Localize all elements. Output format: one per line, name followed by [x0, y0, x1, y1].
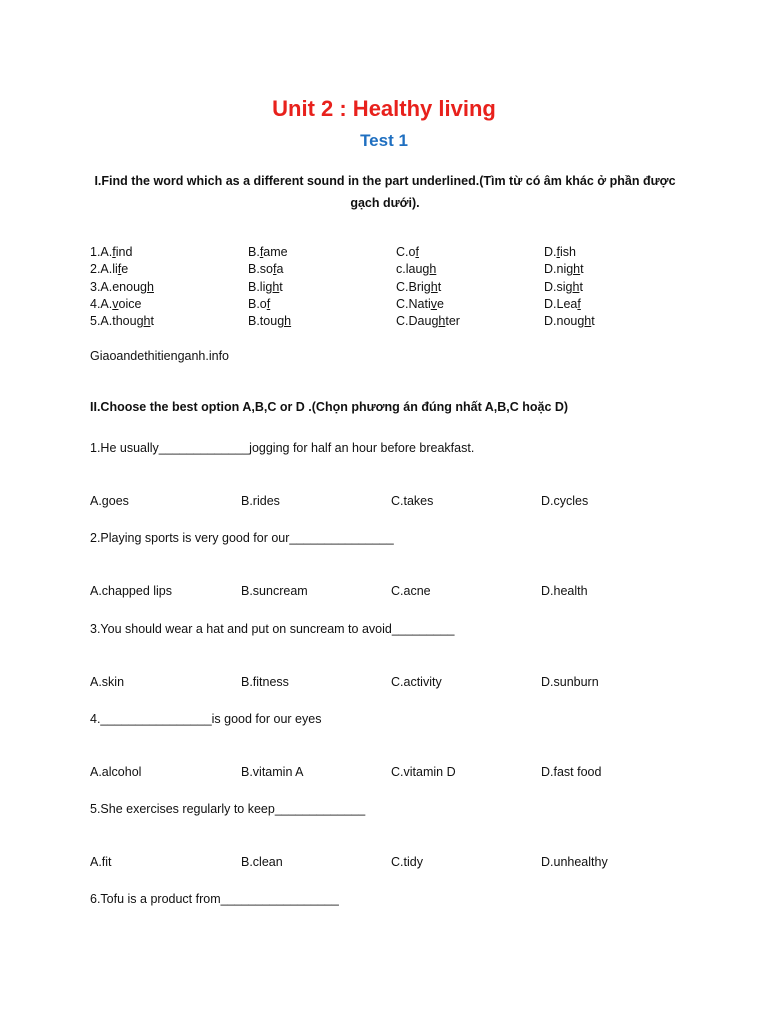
- word-part: C.Nati: [396, 297, 431, 311]
- section2-instruction: II.Choose the best option A,B,C or D .(Chọn phương án đúng nhất A,B,C hoặc D): [90, 400, 569, 414]
- word-part: t: [580, 262, 584, 276]
- answer-option: A.alcohol: [90, 765, 142, 779]
- section1-instruction: I.Find the word which as a different sound in the part underlined.(Tìm từ có âm khác ở phần được gạch dưới).: [94, 174, 676, 210]
- underlined-part: gh: [136, 314, 151, 328]
- underlined-part: f: [415, 245, 419, 259]
- word-option: [248, 297, 270, 311]
- underlined-part: gh: [577, 314, 592, 328]
- word-option: [90, 245, 132, 259]
- word-part: 4.A.: [90, 297, 113, 311]
- word-option: [248, 262, 283, 276]
- word-part: D.: [544, 245, 557, 259]
- word-part: D.Lea: [544, 297, 578, 311]
- question-text: 2.Playing sports is very good for our_______________: [90, 531, 394, 545]
- answer-option: C.activity: [391, 675, 442, 689]
- answer-option: B.suncream: [241, 584, 308, 598]
- word-part: a: [276, 262, 284, 276]
- word-option: [396, 280, 441, 294]
- answer-option: D.sunburn: [541, 675, 599, 689]
- word-option: [248, 314, 291, 328]
- underlined-part: v: [430, 297, 437, 311]
- page-subtitle: Test 1: [360, 131, 408, 150]
- underlined-part: gh: [140, 280, 154, 294]
- answer-option: C.tidy: [391, 855, 423, 869]
- word-option: [396, 262, 436, 276]
- question-text: 4.________________is good for our eyes: [90, 712, 322, 726]
- question-text: 5.She exercises regularly to keep_____________: [90, 802, 366, 816]
- answer-option: C.vitamin D: [391, 765, 456, 779]
- underlined-part: f: [556, 245, 560, 259]
- word-part: D.ni: [544, 262, 567, 276]
- word-option: [396, 314, 460, 328]
- underlined-part: gh: [265, 280, 280, 294]
- answer-option: C.acne: [391, 584, 431, 598]
- word-option: [90, 262, 128, 276]
- word-part: C.o: [396, 245, 416, 259]
- word-part: ter: [445, 314, 460, 328]
- word-option: [544, 297, 581, 311]
- word-option: [544, 262, 584, 276]
- page-title: Unit 2 : Healthy living: [272, 96, 496, 121]
- word-part: D.si: [544, 280, 566, 294]
- word-option: [248, 280, 283, 294]
- word-part: B.tou: [248, 314, 278, 328]
- answer-option: D.unhealthy: [541, 855, 608, 869]
- underlined-part: gh: [423, 280, 438, 294]
- answer-option: D.cycles: [541, 494, 589, 508]
- word-part: ind: [115, 245, 133, 259]
- underlined-part: f: [117, 262, 122, 276]
- word-part: t: [279, 280, 283, 294]
- underlined-part: gh: [566, 262, 581, 276]
- source-note: Giaoandethitienganh.info: [90, 349, 230, 363]
- question-text: 3.You should wear a hat and put on suncream to avoid_________: [90, 622, 455, 636]
- answer-option: A.chapped lips: [90, 584, 173, 598]
- word-part: t: [591, 314, 595, 328]
- answer-option: B.vitamin A: [241, 765, 304, 779]
- answer-option: B.clean: [241, 855, 283, 869]
- word-part: 3.A.enou: [90, 280, 141, 294]
- answer-option: D.health: [541, 584, 588, 598]
- word-option: [90, 280, 154, 294]
- answer-option: D.fast food: [541, 765, 602, 779]
- answer-option: B.rides: [241, 494, 280, 508]
- underlined-part: gh: [431, 314, 446, 328]
- word-part: t: [150, 314, 154, 328]
- word-option: [396, 297, 444, 311]
- question-text: 6.Tofu is a product from_________________: [90, 892, 339, 906]
- word-part: t: [437, 280, 442, 294]
- word-part: C.Bri: [396, 280, 424, 294]
- question-text: 1.He usually_____________jogging for half an hour before breakfast.: [90, 441, 475, 455]
- underlined-part: gh: [277, 314, 292, 328]
- word-part: e: [121, 262, 129, 276]
- underlined-part: f: [273, 262, 277, 276]
- word-option: [544, 314, 595, 328]
- word-option: [248, 245, 288, 259]
- underlined-part: f: [266, 297, 271, 311]
- underlined-part: f: [577, 297, 581, 311]
- answer-option: A.skin: [90, 675, 125, 689]
- word-option: [396, 245, 419, 259]
- word-part: B.so: [248, 262, 274, 276]
- word-part: 5.A.thou: [90, 314, 137, 328]
- word-part: 1.A.: [90, 245, 113, 259]
- underlined-part: v: [112, 297, 119, 311]
- word-part: D.nou: [544, 314, 578, 328]
- answer-option: A.goes: [90, 494, 129, 508]
- answer-option: C.takes: [391, 494, 434, 508]
- answer-option: A.fit: [90, 855, 112, 869]
- word-option: [90, 314, 154, 328]
- word-part: t: [579, 280, 583, 294]
- word-part: 2.A.li: [90, 262, 118, 276]
- word-option: [544, 280, 583, 294]
- word-part: B.: [248, 245, 260, 259]
- word-part: C.Dau: [396, 314, 432, 328]
- word-part: ame: [263, 245, 288, 259]
- word-part: B.li: [248, 280, 266, 294]
- answer-option: B.fitness: [241, 675, 289, 689]
- word-option: [544, 245, 576, 259]
- word-option: [90, 297, 141, 311]
- word-part: c.lau: [396, 262, 423, 276]
- underlined-part: gh: [422, 262, 437, 276]
- word-part: e: [436, 297, 444, 311]
- underlined-part: gh: [565, 280, 580, 294]
- word-part: B.o: [248, 297, 267, 311]
- underlined-part: f: [112, 245, 116, 259]
- underlined-part: f: [259, 245, 264, 259]
- word-part: oice: [118, 297, 142, 311]
- word-part: ish: [559, 245, 576, 259]
